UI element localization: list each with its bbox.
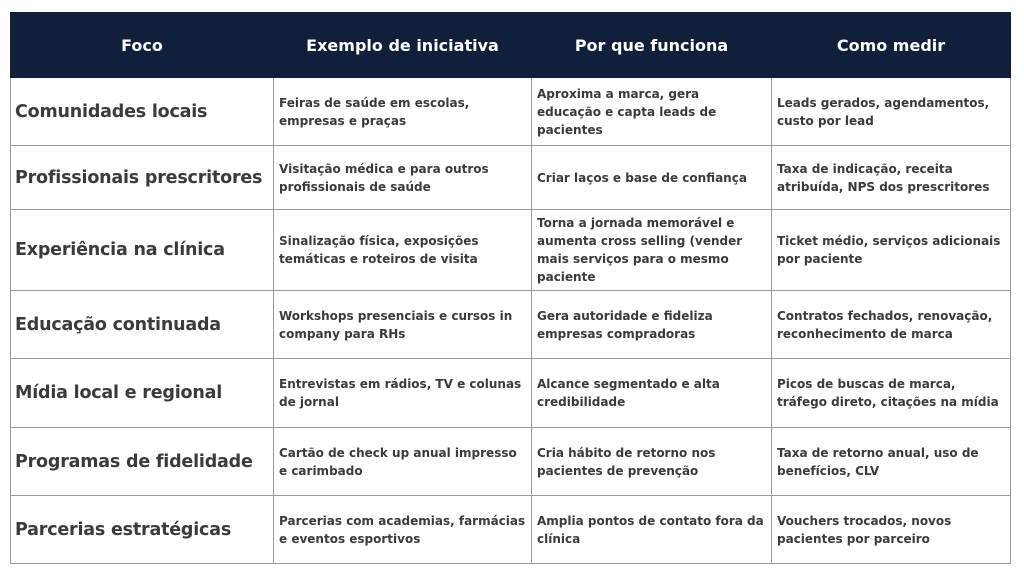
focus-cell: Mídia local e regional — [11, 359, 274, 428]
measure-cell: Taxa de indicação, receita atribuída, NPS dos prescritores — [772, 146, 1011, 210]
measure-cell: Picos de buscas de marca, tráfego direto, citações na mídia — [772, 359, 1011, 428]
example-cell: Entrevistas em rádios, TV e colunas de jornal — [274, 359, 532, 428]
header-measure: Como medir — [772, 13, 1011, 78]
table-row — [11, 496, 1011, 564]
example-cell: Cartão de check up anual impresso e carimbado — [274, 428, 532, 496]
example-cell: Sinalização física, exposições temáticas e roteiros de visita — [274, 210, 532, 291]
measure-cell: Ticket médio, serviços adicionais por paciente — [772, 210, 1011, 291]
why-cell: Gera autoridade e fideliza empresas compradoras — [532, 291, 772, 359]
table-header — [11, 13, 1011, 78]
header-example: Exemplo de iniciativa — [274, 13, 532, 78]
measure-cell: Contratos fechados, renovação, reconhecimento de marca — [772, 291, 1011, 359]
strategy-table — [10, 12, 1011, 564]
header-why: Por que funciona — [532, 13, 772, 78]
measure-cell: Leads gerados, agendamentos, custo por lead — [772, 78, 1011, 146]
strategy-table-container — [10, 12, 1010, 564]
focus-cell: Comunidades locais — [11, 78, 274, 146]
focus-cell: Experiência na clínica — [11, 210, 274, 291]
example-cell: Workshops presenciais e cursos in company para RHs — [274, 291, 532, 359]
measure-cell: Vouchers trocados, novos pacientes por parceiro — [772, 496, 1011, 564]
focus-cell: Educação continuada — [11, 291, 274, 359]
example-cell: Feiras de saúde em escolas, empresas e praças — [274, 78, 532, 146]
why-cell: Alcance segmentado e alta credibilidade — [532, 359, 772, 428]
focus-cell: Profissionais prescritores — [11, 146, 274, 210]
measure-cell: Taxa de retorno anual, uso de benefícios, CLV — [772, 428, 1011, 496]
header-focus: Foco — [11, 13, 274, 78]
why-cell: Cria hábito de retorno nos pacientes de prevenção — [532, 428, 772, 496]
table-row — [11, 428, 1011, 496]
why-cell: Criar laços e base de confiança — [532, 146, 772, 210]
why-cell: Amplia pontos de contato fora da clínica — [532, 496, 772, 564]
why-cell: Torna a jornada memorável e aumenta cross selling (vender mais serviços para o mesmo paciente — [532, 210, 772, 291]
example-cell: Visitação médica e para outros profissionais de saúde — [274, 146, 532, 210]
focus-cell: Programas de fidelidade — [11, 428, 274, 496]
table-row — [11, 291, 1011, 359]
table-row — [11, 359, 1011, 428]
table-row — [11, 210, 1011, 291]
table-row — [11, 146, 1011, 210]
table-row — [11, 78, 1011, 146]
why-cell: Aproxima a marca, gera educação e capta leads de pacientes — [532, 78, 772, 146]
focus-cell: Parcerias estratégicas — [11, 496, 274, 564]
header-row — [11, 13, 1011, 78]
example-cell: Parcerias com academias, farmácias e eventos esportivos — [274, 496, 532, 564]
table-body — [11, 78, 1011, 564]
